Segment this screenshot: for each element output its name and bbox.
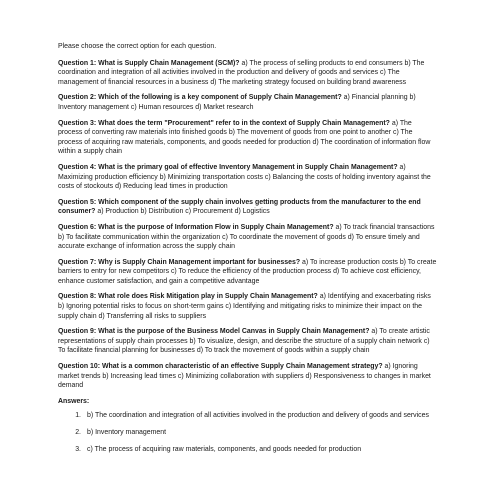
question-options: a) Financial planning b) Inventory management c) Human resources d) Market research xyxy=(58,94,416,111)
question-heading: Question 8: What role does Risk Mitigation play in Supply Chain Management? xyxy=(58,293,318,301)
question-4 xyxy=(58,163,437,192)
answer-item xyxy=(58,411,437,421)
question-1 xyxy=(58,59,437,88)
question-heading: Question 4: What is the primary goal of effective Inventory Management in Supply Chain Management? xyxy=(58,163,398,171)
question-5 xyxy=(58,198,437,217)
question-9 xyxy=(58,327,437,356)
question-3 xyxy=(58,119,437,157)
question-heading: Question 10: What is a common characteristic of an effective Supply Chain Management strategy? xyxy=(58,363,383,371)
question-options: a) To track financial transactions b) To facilitate communication within the organization c) To coordinate the movement of goods d) To ensure timely and accurate exchange of information across the supply chain xyxy=(58,223,435,251)
answer-number: 2. xyxy=(75,429,81,436)
question-heading: Question 3: What does the term "Procurement" refer to in the context of Supply Chain Management? xyxy=(58,119,390,127)
question-list xyxy=(58,59,437,391)
question-heading: Question 1: What is Supply Chain Management (SCM)? xyxy=(58,59,240,67)
question-heading: Question 5: Which component of the supply chain involves getting products from the manufacturer to the end consumer? xyxy=(58,198,421,216)
answer-item xyxy=(58,445,437,455)
answer-list xyxy=(58,411,437,454)
question-heading: Question 2: Which of the following is a key component of Supply Chain Management? xyxy=(58,94,342,102)
answer-number: 1. xyxy=(75,412,81,420)
question-2 xyxy=(58,93,437,112)
question-heading: Question 7: Why is Supply Chain Management important for businesses? xyxy=(58,258,301,266)
question-6 xyxy=(58,223,437,252)
question-options: a) The process of selling products to end consumers b) The coordination and integration of all activities involved in the production and delivery of goods and services c) The management of financial resources in a business d) The marketing strategy focused on building brand awareness xyxy=(58,59,425,86)
answer-text: b) Inventory management xyxy=(87,429,167,436)
question-options: a) Ignoring market trends b) Increasing lead times c) Minimizing collaboration with suppliers d) Responsiveness to changes in market demand xyxy=(58,363,431,390)
question-options: a) Identifying and exacerbating risks b) Ignoring potential risks to focus on short-term gains c) Identifying and mitigating risks to minimize their impact on the supply chain d) Transferring all risks to suppliers xyxy=(58,293,431,320)
question-options: a) To create artistic representations of supply chain processes b) To visualize, design, and describe the structure of a supply chain network c) To facilitate financial planning for businesses d) To track the movement of goods within a supply chain xyxy=(58,328,430,355)
question-8 xyxy=(58,292,437,321)
question-options: a) Production b) Distribution c) Procurement d) Logistics xyxy=(95,208,270,216)
answer-number: 3. xyxy=(75,445,81,453)
question-options: a) Maximizing production efficiency b) Minimizing transportation costs c) Balancing the costs of holding inventory against the costs of stockouts d) Reducing lead times in production xyxy=(58,163,431,191)
question-options: a) The process of converting raw materials into finished goods b) The movement of goods from one point to another c) The process of acquiring raw materials, components, and goods needed for production d) The coordination of information flow within a supply chain xyxy=(58,119,431,156)
question-heading: Question 9: What is the purpose of the Business Model Canvas in Supply Chain Management? xyxy=(58,328,370,336)
answers-heading: Answers: xyxy=(58,397,90,405)
question-7 xyxy=(58,258,437,287)
question-heading: Question 6: What is the purpose of Information Flow in Supply Chain Management? xyxy=(58,223,334,231)
answer-text: c) The process of acquiring raw materials, components, and goods needed for production xyxy=(87,445,362,453)
answer-item xyxy=(58,428,437,438)
answer-text: b) The coordination and integration of all activities involved in the production and delivery of goods and services xyxy=(87,412,429,420)
instructions-text: Please choose the correct option for each question. xyxy=(58,43,217,50)
question-10 xyxy=(58,362,437,391)
question-options: a) To increase production costs b) To create barriers to entry for new competitors c) To reduce the efficiency of the production process d) To achieve cost efficiency, enhance customer satisfaction, and gain a competitive advantage xyxy=(58,258,437,285)
